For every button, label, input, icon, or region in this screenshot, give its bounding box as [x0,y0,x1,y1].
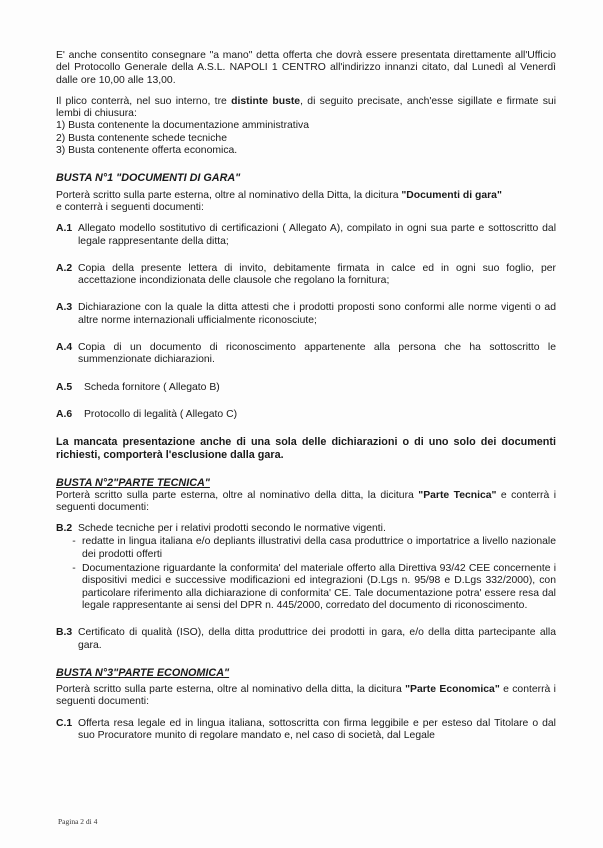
busta2-intro-text: Porterà scritto sulla parte esterna, oltre al nominativo della ditta, la dicitura [56,489,419,501]
item-text: Offerta resa legale ed in lingua italiana, sottoscritta con firma leggibile e per esteso dal Titolare o dal suo Procuratore munito di regolare mandato e, nel caso di società, dal Legale [78,717,556,741]
b2-dash-list [56,536,556,612]
item-code: A.5 [56,381,73,393]
busta2-heading: BUSTA N°2"PARTE TECNICA" [56,477,210,490]
item-text: Copia della presente lettera di invito, debitamente firmata in calce ed in ogni suo foglio, per accettazione incondizionata delle clausole che regolano la fornitura; [78,262,556,287]
busta1-heading: BUSTA N°1 "DOCUMENTI DI GARA" [56,172,241,185]
busta1-label: "Documenti di gara" [401,189,502,201]
plico-text: Il plico conterrà, nel suo interno, tre [56,95,232,107]
page-content [56,50,556,742]
item-text: Copia di un documento di riconoscimento appartenente alla persona che ha sottoscritto le summenzionate dichiarazioni. [78,342,556,366]
item-code: A.2 [56,262,73,274]
item-a6 [56,409,556,421]
busta3-label: "Parte Economica" [405,684,500,696]
busta1-intro [56,190,556,202]
busta3-intro-text: Porterà scritto sulla parte esterna, oltre al nominativo della ditta, la dicitura [56,684,406,696]
item-a4 [56,342,556,367]
busta3-intro [56,684,556,709]
item-a5 [56,382,556,394]
item-text: Protocollo di legalità ( Allegato C) [84,408,238,420]
item-code: A.1 [56,223,73,235]
item-code: C.1 [56,717,73,729]
dash-text: redatte in lingua italiana e/o depliants illustrativi della casa produttrice o importatrice a livello nazionale dei prodotti offerti [82,536,556,560]
plico-bold-text: distinte buste [231,95,301,107]
busta1-intro-end: e conterrà i seguenti documenti: [56,201,204,213]
busta2-intro-end: e conterrà i seguenti documenti: [56,489,557,513]
page-footer: Pagina 2 di 4 [58,817,98,826]
item-a3 [56,302,556,327]
busta3-heading: BUSTA N°3"PARTE ECONOMICA" [56,666,230,679]
item-text: Dichiarazione con la quale la ditta attesti che i prodotti proposti sono conformi alle norme vigenti o ad altre norme internazionali ufficialmente riconosciute; [78,302,556,326]
item-c1 [56,718,556,743]
envelope-list-item-2: 2) Busta contenente schede tecniche [56,132,227,144]
dash-bullet: - [72,536,76,548]
plico-text-end: , di seguito precisate, anch'esse sigillate e firmate sui lembi di chiusura: [56,95,557,120]
exclusion-warning: La mancata presentazione anche di una sola delle dichiarazioni o di uno solo dei documenti richiesti, comporterà l'esclusione dalla gara. [56,436,556,462]
item-text: Schede tecniche per i relativi prodotti secondo le normative vigenti. [78,523,386,535]
item-text: Certificato di qualità (ISO), della ditta produttrice dei prodotti in gara, e/o della ditta partecipante alla gara. [78,627,556,651]
busta2-intro [56,490,556,515]
item-b3 [56,627,556,652]
item-code: A.6 [56,408,73,420]
dash-text: Documentazione riguardante la conformita' del materiale offerto alla Direttiva 93/42 CEE concernente i dispositivi medici e successive modificazioni ed integrazioni (D.Lgs n. 95/98 e D.Lgs 332/2000), con particolare riferimento alla dichiarazione di conformita' CE. Tale documentazione potra' essere resa dal legale rappresentante ai sensi del DPR n. 445/2000, corredato del documento di riconoscimento. [82,563,556,611]
dash-list-item [66,536,556,561]
item-text: Scheda fornitore ( Allegato B) [84,381,220,393]
intro-paragraph: E' anche consentito consegnare "a mano" detta offerta che dovrà essere presentata direttamente all'Ufficio del Protocollo Generale della A.S.L. NAPOLI 1 CENTRO all'indirizzo innanzi citato, dal Lunedì al Venerdì dalle ore 10,00 alle 13,00. [56,50,556,86]
busta2-label: "Parte Tecnica" [418,489,497,501]
item-code: A.4 [56,342,73,354]
dash-bullet: - [72,563,76,575]
item-code: A.3 [56,302,73,314]
plico-paragraph [56,96,556,121]
envelope-list-item-3: 3) Busta contenente offerta economica. [56,145,238,157]
busta3-intro-end: e conterrà i seguenti documenti: [56,684,556,708]
item-a1 [56,223,556,248]
item-text: Allegato modello sostitutivo di certificazioni ( Allegato A), compilato in ogni sua parte e sottoscritto dal legale rappresentante della ditta; [78,223,556,247]
item-a2 [56,263,556,288]
item-b2 [56,523,556,535]
envelope-list-item-1: 1) Busta contenente la documentazione amministrativa [56,120,309,132]
item-code: B.3 [56,627,73,639]
item-code: B.2 [56,523,73,535]
dash-list-item [66,563,556,612]
busta1-intro-text: Porterà scritto sulla parte esterna, oltre al nominativo della Ditta, la dicitura [56,189,402,201]
